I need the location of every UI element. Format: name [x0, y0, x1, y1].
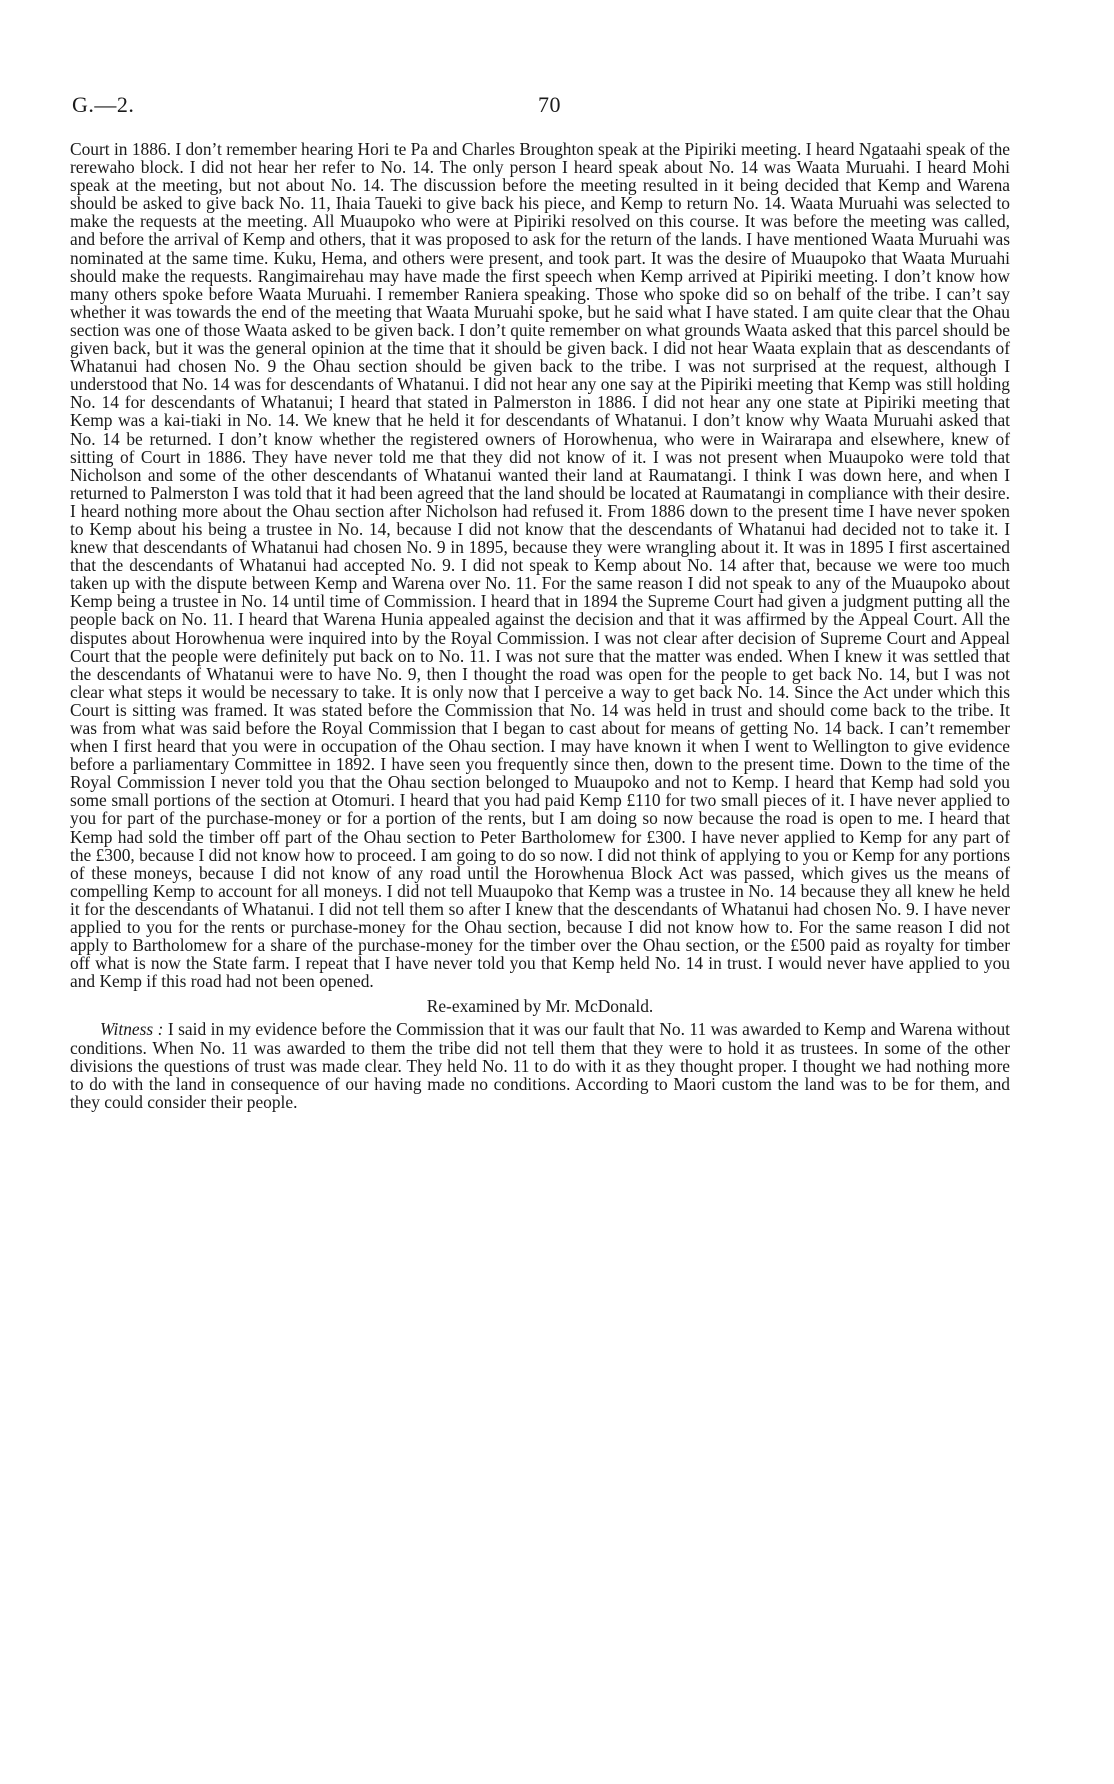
page-header: [70, 92, 1010, 132]
body-text: [70, 140, 1010, 1111]
witness-statement: I said in my evidence before the Commission that it was our fault that No. 11 was awarded to Kemp and Warena without conditions. When No. 11 was awarded to them the tribe did not tell them that they were to hold it as trustees. In some of the other divisions the questions of trust was made clear. They held No. 11 to do with it as they thought proper. I thought we had nothing more to do with the land in consequence of our having made no conditions. According to Maori custom the land was to be for them, and they could consider their people.: [70, 1019, 1011, 1112]
section-heading: Re-examined by Mr. McDonald.: [426, 996, 654, 1017]
page-number: 70: [538, 92, 561, 117]
evidence-paragraph: Court in 1886. I don’t remember hearing Hori te Pa and Charles Broughton speak at the Pipiriki meeting. I heard Ngataahi speak of the rerewaho block. I did not hear her refer to No. 14. The only person I heard speak about No. 14 was Waata Muruahi. I heard Mohi speak at the meeting, but not about No. 14. The discussion before the meeting resulted in it being decided that Kemp and Warena should be asked to give back No. 11, Ihaia Taueki to give back his piece, and Kemp to return No. 14. Waata Muruahi was selected to make the requests at the meeting. All Muaupoko who were at Pipiriki resolved on this course. It was before the meeting was called, and before the arrival of Kemp and others, that it was proposed to ask for the return of the lands. I have mentioned Waata Muruahi was nominated at the same time. Kuku, Hema, and others were present, and took part. It was the desire of Muaupoko that Waata Muruahi should make the requests. Rangimairehau may have made the first speech when Kemp arrived at Pipiriki meeting. I don’t know how many others spoke before Waata Muruahi. I remember Raniera speaking. Those who spoke did so on behalf of the tribe. I can’t say whether it was towards the end of the meeting that Waata Muruahi spoke, but he said what I have stated. I am quite clear that the Ohau section was one of those Waata asked to be given back. I don’t quite remember on what grounds Waata asked that this parcel should be given back, but it was the general opinion at the time that it should be given back. I did not hear Waata explain that as descendants of Whatanui had chosen No. 9 the Ohau section should be given back to the tribe. I was not surprised at the request, although I understood that No. 14 was for descendants of Whatanui. I did not hear any one say at the Pipiriki meeting that Kemp was still holding No. 14 for descendants of Whatanui; I heard that stated in Palmerston in 1886. I did not hear any one state at Pipiriki meeting that Kemp was a kai-tiaki in No. 14. We knew that he held it for descendants of Whatanui. I don’t know why Waata Muruahi asked that No. 14 be returned. I don’t know whether the registered owners of Horowhenua, who were in Wairarapa and elsewhere, knew of sitting of Court in 1886. They have never told me that they did not know of it. I was not present when Muaupoko were told that Nicholson and some of the other descendants of Whatanui wanted their land at Raumatangi. I think I was down here, and when I returned to Palmerston I was told that it had been agreed that the land should be located at Raumatangi in compliance with their desire. I heard nothing more about the Ohau section after Nicholson had refused it. From 1886 down to the present time I have never spoken to Kemp about his being a trustee in No. 14, because I did not know that the descendants of Whatanui had decided not to take it. I knew that descendants of Whatanui had chosen No. 9 in 1895, because they were wrangling about it. It was in 1895 I first ascertained that the descendants of Whatanui had accepted No. 9. I did not speak to Kemp about No. 14 after that, because we were too much taken up with the dispute between Kemp and Warena over No. 11. For the same reason I did not speak to any of the Muaupoko about Kemp being a trustee in No. 14 until time of Commission. I heard that in 1894 the Supreme Court had given a judgment putting all the people back on No. 11. I heard that Warena Hunia appealed against the decision and that it was affirmed by the Appeal Court. All the disputes about Horowhenua were inquired into by the Royal Commission. I was not clear after decision of Supreme Court and Appeal Court that the people were definitely put back on to No. 11. I was not sure that the matter was ended. When I knew it was settled that the descendants of Whatanui were to have No. 9, then I thought the road was open for the people to get back No. 14, but I was not clear what steps it would be necessary to take. It is only now that I perceive a way to get back No. 14. Since the Act under which this Court is sitting was framed. It was stated before the Commission that No. 14 was held in trust and should come back to the tribe. It was from what was said before the Royal Commission that I began to cast about for means of getting No. 14 back. I can’t remember when I first heard that you were in occupation of the Ohau section. I may have known it when I went to Wellington to give evidence before a parliamentary Committee in 1892. I have seen you frequently since then, down to the present time. Down to the time of the Royal Commission I never told you that the Ohau section belonged to Muaupoko and not to Kemp. I heard that Kemp had sold you some small portions of the section at Otomuri. I heard that you had paid Kemp £110 for two small pieces of it. I have never applied to you for part of the purchase-money or for a portion of the rents, but I am doing so now because the road is open to me. I heard that Kemp had sold the timber off part of the Ohau section to Peter Bartholomew for £300. I have never applied to Kemp for any part of the £300, because I did not know how to proceed. I am going to do so now. I did not think of applying to you or Kemp for any portions of these moneys, because I did not know of any road until the Horowhenua Block Act was passed, which gives us the means of compelling Kemp to account for all moneys. I did not tell Muaupoko that Kemp was a trustee in No. 14 because they all knew he held it for the descendants of Whatanui. I did not tell them so after I knew that the descendants of Whatanui had chosen No. 9. I have never applied to you for the rents or purchase-money for the Ohau section, because I did not know how to. For the same reason I did not apply to Bartholomew for a share of the purchase-money for the timber over the Ohau section, or the £500 paid as royalty for timber off what is now the State farm. I repeat that I have never told you that Kemp held No. 14 in trust. I would never have applied to you and Kemp if this road had not been opened.: [70, 139, 1010, 992]
witness-paragraph: [70, 1020, 1010, 1110]
document-reference: G.—2.: [72, 92, 135, 117]
witness-label: Witness :: [100, 1019, 164, 1040]
